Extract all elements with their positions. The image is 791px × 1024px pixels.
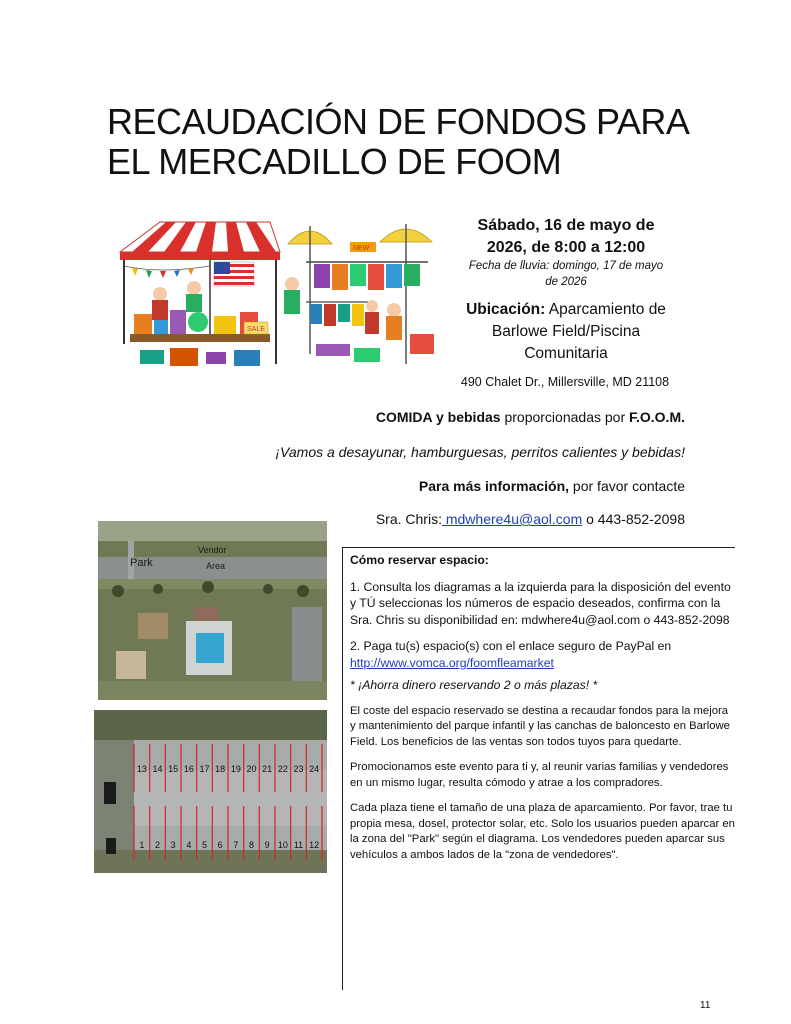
space-number-bottom: 5 <box>201 840 208 850</box>
space-number-bottom: 10 <box>277 840 288 850</box>
space-number-top: 24 <box>309 764 320 774</box>
event-date-line-2: 2026, de 8:00 a 12:00 <box>486 239 646 256</box>
rain-date <box>446 258 686 290</box>
space-number-bottom: 4 <box>186 840 192 850</box>
space-number-top: 18 <box>215 764 226 774</box>
page-number: 11 <box>700 1000 711 1011</box>
more-info-line <box>419 478 685 494</box>
reserve-header: Cómo reservar espacio: <box>350 553 489 567</box>
reserve-paragraph-3: Cada plaza tiene el tamaño de una plaza de aparcamiento. Por favor, trae tu propia mesa, dosel, protector solar, etc. Solo los usuarios pueden aparcar en la zona del "Park" según el diagrama. Los vendedores pueden aparcar sus vehículos a ambos lados de la "zona de vendedores". <box>350 802 735 861</box>
more-info-bold: Para más información, <box>418 478 570 494</box>
space-number-top: 15 <box>168 764 179 774</box>
reserve-step-1: 1. Consulta los diagramas a la izquierda para la disposición del evento y TÚ seleccionas los números de espacio deseados, confirma con la Sra. Chris su disponibilidad en: mdwhere4u@aol.com o 443-852-2098 <box>350 579 731 627</box>
space-number-top: 23 <box>293 764 304 774</box>
page-title <box>107 102 747 182</box>
event-address: 490 Chalet Dr., Millersville, MD 21108 <box>460 375 670 389</box>
event-date-line-1: Sábado, 16 de mayo de <box>477 217 655 234</box>
location-line-2: Barlowe Field/Piscina <box>491 323 641 340</box>
space-number-top: 20 <box>246 764 257 774</box>
food-middle: proporcionadas por <box>500 409 629 425</box>
save-money-note: * ¡Ahorra dinero reservando 2 o más plazas! * <box>350 678 598 692</box>
rain-date-line-1: Fecha de lluvia: domingo, 17 de mayo <box>468 260 664 272</box>
contact-line <box>376 511 685 527</box>
breakfast-line: ¡Vamos a desayunar, hamburguesas, perritos calientes y bebidas! <box>275 444 685 460</box>
aerial-map-park-area <box>98 521 327 700</box>
reservation-instructions <box>350 552 735 873</box>
space-number-top: 22 <box>277 764 288 774</box>
rain-date-line-2: de 2026 <box>545 276 587 288</box>
space-number-top: 13 <box>136 764 147 774</box>
space-number-top: 14 <box>152 764 163 774</box>
title-line-2: EL MERCADILLO DE FOOM <box>107 141 562 182</box>
space-number-bottom: 7 <box>233 840 239 850</box>
contact-name: Sra. Chris: <box>375 511 442 527</box>
map-label-park: Park <box>130 557 153 569</box>
space-number-bottom: 12 <box>309 840 320 850</box>
space-number-bottom: 9 <box>264 840 270 850</box>
reserve-paragraph-1: El coste del espacio reservado se destina a recaudar fondos para la mejora y mantenimiento del parque infantil y las canchas de baloncesto en Barlowe Field. Los beneficios de las ventas son todos tuyos para quedarte. <box>350 704 730 748</box>
reserve-box-left-border <box>342 547 343 990</box>
space-number-top: 17 <box>199 764 210 774</box>
space-number-top: 16 <box>183 764 194 774</box>
space-number-bottom: 3 <box>170 840 176 850</box>
sale-sign-text: SALE <box>247 326 265 333</box>
space-number-top: 21 <box>262 764 273 774</box>
flag <box>214 262 254 286</box>
map-label-vendor: Vendor <box>198 545 227 555</box>
food-org: F.O.O.M. <box>629 409 685 425</box>
space-number-bottom: 8 <box>248 840 255 850</box>
location-label: Ubicación: <box>466 301 546 318</box>
paypal-link[interactable]: http://www.vomca.org/foomfleamarket <box>350 655 554 670</box>
event-date <box>446 215 686 259</box>
event-location <box>446 299 686 365</box>
location-line-3: Comunitaria <box>524 345 608 362</box>
location-line-1: Aparcamiento de <box>545 301 666 318</box>
reserve-box-top-border <box>342 547 735 548</box>
reserve-paragraph-2: Promocionamos este evento para ti y, al reunir varias familias y vendedores en un mismo lugar, resulta cómodo y atrae a los compradores. <box>350 761 729 789</box>
contact-phone: o 443-852-2098 <box>582 511 685 527</box>
space-number-bottom: 11 <box>293 840 304 850</box>
space-number-top: 19 <box>230 764 241 774</box>
left-table <box>130 334 270 342</box>
space-number-bottom: 2 <box>154 840 161 850</box>
contact-email-link[interactable]: mdwhere4u@aol.com <box>441 511 583 527</box>
space-number-bottom: 6 <box>217 840 223 850</box>
title-line-1: RECAUDACIÓN DE FONDOS PARA <box>107 101 690 142</box>
bunting <box>124 266 210 278</box>
striped-canopy-tent <box>120 222 280 364</box>
more-info-rest: por favor contacte <box>569 478 685 494</box>
flea-market-illustration <box>110 214 440 380</box>
food-bold: COMIDA y bebidas <box>375 409 501 425</box>
space-number-bottom: 1 <box>139 840 145 850</box>
food-line <box>376 409 685 425</box>
new-sign-text: NEW <box>353 245 370 252</box>
aerial-map-vendor-spaces <box>94 710 327 873</box>
reserve-step-2: 2. Paga tu(s) espacio(s) con el enlace seguro de PayPal en <box>350 639 672 653</box>
map-label-area: Area <box>206 561 226 571</box>
